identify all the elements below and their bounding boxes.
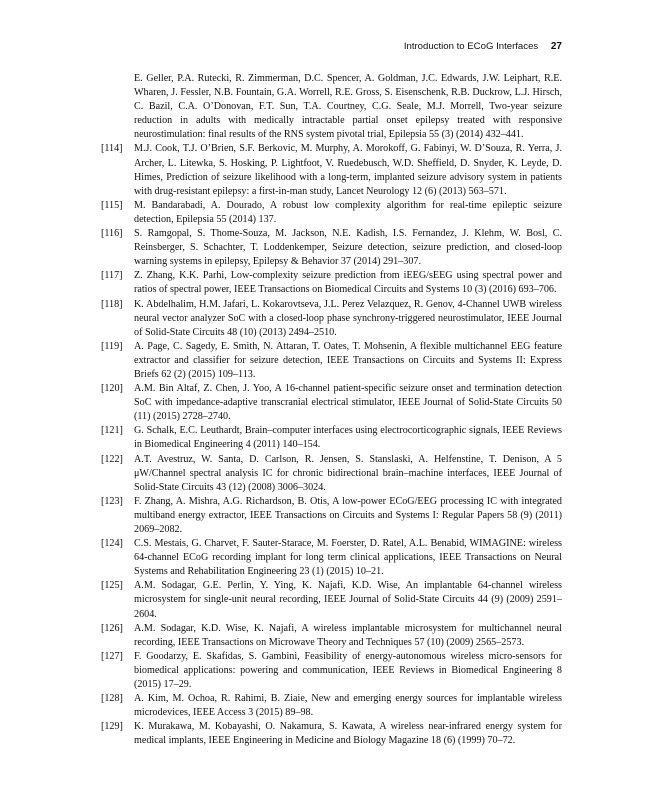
reference-item xyxy=(101,495,562,537)
reference-item xyxy=(101,269,562,297)
reference-item xyxy=(101,692,562,720)
reference-item xyxy=(101,650,562,692)
reference-text: F. Goodarzy, E. Skafidas, S. Gambini, Feasibility of energy-autonomous wireless micro-sensors for biomedical applications: powering and communication, IEEE Reviews in Biomedical Engineering 8 (2015) 17–29. xyxy=(134,650,562,691)
reference-text: C.S. Mestais, G. Charvet, F. Sauter-Starace, M. Foerster, D. Ratel, A.L. Benabid, WIMAGINE: wireless 64-channel ECoG recording implant for long term clinical applications, IEEE Transactions on Neural Systems and Rehabilitation Engineering 23 (1) (2015) 10–21. xyxy=(134,538,562,578)
reference-text: M. Bandarabadi, A. Dourado, A robust low complexity algorithm for real-time epileptic seizure detection, Epilepsia 55 (2014) 137. xyxy=(134,199,562,225)
reference-item xyxy=(101,720,562,748)
reference-number: [123] xyxy=(101,495,123,507)
reference-number: [128] xyxy=(101,693,123,705)
reference-item xyxy=(101,382,562,424)
reference-item xyxy=(101,622,562,650)
reference-text: E. Geller, P.A. Rutecki, R. Zimmerman, D.C. Spencer, A. Goldman, J.C. Edwards, J.W. Leiphart, R.E. Wharen, J. Fessler, N.B. Fountain, G.A. Worrell, R.E. Gross, S. Eisenschenk, R.B. Duckrow, L.J. Hirsch, C. Bazil, C.A. O’Donovan, F.T. Sun, T.A. Courtney, C.G. Seale, M.J. Morrell, Two-year seizure reduction in adults with medically intractable partial onset epilepsy treated with responsive neurostimulation: final results of the RNS system pivotal trial, Epilepsia 55 (3) (2014) 432–441. xyxy=(134,73,562,141)
reference-number: [126] xyxy=(101,622,123,634)
reference-item xyxy=(101,453,562,495)
reference-number: [119] xyxy=(101,340,123,352)
reference-number: [116] xyxy=(101,228,123,240)
reference-text: A.M. Sodagar, K.D. Wise, K. Najafi, A wireless implantable microsystem for multichannel neural recording, IEEE Transactions on Microwave Theory and Techniques 57 (10) (2009) 2565–2573. xyxy=(134,622,562,648)
reference-item xyxy=(101,199,562,227)
reference-number: [118] xyxy=(101,298,123,310)
reference-text: M.J. Cook, T.J. O’Brien, S.F. Berkovic, M. Murphy, A. Morokoff, G. Fabinyi, W. D’Souza, R. Yerra, J. Archer, L. Litewka, S. Hosking, P. Lightfoot, V. Ruedebusch, W.D. Sheffield, D. Snyder, K. Leyde, D. Himes, Prediction of seizure likelihood with a long-term, implanted seizure advisory system in patients with drug-resistant epilepsy: a first-in-man study, Lancet Neurology 12 (6) (2013) 563–571. xyxy=(134,143,562,197)
reference-number: [122] xyxy=(101,453,123,465)
reference-number: [115] xyxy=(101,199,123,211)
reference-number: [125] xyxy=(101,580,123,592)
reference-number: [129] xyxy=(101,721,123,733)
reference-text: K. Abdelhalim, H.M. Jafari, L. Kokarovtseva, J.L. Perez Velazquez, R. Genov, 4-Channel UWB wireless neural vector analyzer SoC with a closed-loop phase synchrony-triggered neurostimulator, IEEE Journal of Solid-State Circuits 48 (10) (2013) 2494–2510. xyxy=(134,298,562,338)
reference-item xyxy=(101,142,562,198)
reference-number: [117] xyxy=(101,270,123,282)
page-number: 27 xyxy=(550,41,562,52)
reference-text: S. Ramgopal, S. Thome-Souza, M. Jackson, N.E. Kadish, I.S. Fernandez, J. Klehm, W. Bosl, C. Reinsberger, S. Schachter, T. Loddenkemper, Seizure detection, seizure prediction, and closed-loop warning systems in epilepsy, Epilepsy & Behavior 37 (2014) 291–307. xyxy=(134,228,562,268)
reference-number: [127] xyxy=(101,650,123,662)
reference-text: A. Page, C. Sagedy, E. Smith, N. Attaran, T. Oates, T. Mohsenin, A flexible multichannel EEG feature extractor and classifier for seizure detection, IEEE Transactions on Circuits and Systems II: Express Briefs 62 (2) (2015) 109–113. xyxy=(134,340,562,380)
reference-text: A.T. Avestruz, W. Santa, D. Carlson, R. Jensen, S. Stanslaski, A. Helfenstine, T. Denison, A 5 μW/Channel spectral analysis IC for chronic bidirectional brain–machine interfaces, IEEE Journal of Solid-State Circuits 43 (12) (2008) 3006–3024. xyxy=(134,453,562,493)
reference-item xyxy=(104,72,562,142)
reference-text: K. Murakawa, M. Kobayashi, O. Nakamura, S. Kawata, A wireless near-infrared energy system for medical implants, IEEE Engineering in Medicine and Biology Magazine 18 (6) (1999) 70–72. xyxy=(134,721,562,747)
reference-item xyxy=(101,298,562,340)
reference-item xyxy=(101,424,562,452)
reference-item xyxy=(101,227,562,269)
reference-text: G. Schalk, E.C. Leuthardt, Brain–computer interfaces using electrocorticographic signals, IEEE Reviews in Biomedical Engineering 4 (2011) 140–154. xyxy=(134,425,562,451)
reference-text: A.M. Sodagar, G.E. Perlin, Y. Ying, K. Najafi, K.D. Wise, An implantable 64-channel wireless microsystem for single-unit neural recording, IEEE Journal of Solid-State Circuits 44 (9) (2009) 2591–2604. xyxy=(134,580,562,620)
reference-number: [124] xyxy=(101,538,123,550)
reference-item xyxy=(101,340,562,382)
reference-number: [121] xyxy=(101,425,123,437)
reference-list xyxy=(101,72,562,749)
running-title: Introduction to ECoG Interfaces xyxy=(403,41,539,52)
reference-text: A. Kim, M. Ochoa, R. Rahimi, B. Ziaie, New and emerging energy sources for implantable wireless microdevices, IEEE Access 3 (2015) 89–98. xyxy=(134,693,562,719)
reference-text: Z. Zhang, K.K. Parhi, Low-complexity seizure prediction from iEEG/sEEG using spectral power and ratios of spectral power, IEEE Transactions on Biomedical Circuits and Systems 10 (3) (2016) 693–706. xyxy=(134,270,562,296)
running-header xyxy=(404,41,562,52)
reference-text: F. Zhang, A. Mishra, A.G. Richardson, B. Otis, A low-power ECoG/EEG processing IC with integrated multiband energy extractor, IEEE Transactions on Circuits and Systems I: Regular Papers 58 (9) (2011) 2069–2082. xyxy=(134,495,562,535)
reference-item xyxy=(101,579,562,621)
reference-number: [114] xyxy=(101,143,123,155)
reference-text: A.M. Bin Altaf, Z. Chen, J. Yoo, A 16-channel patient-specific seizure onset and termination detection SoC with impedance-adaptive transcranial electrical stimulator, IEEE Journal of Solid-State Circuits 50 (11) (2015) 2728–2740. xyxy=(134,383,562,423)
reference-item xyxy=(101,537,562,579)
reference-number: [120] xyxy=(101,383,123,395)
